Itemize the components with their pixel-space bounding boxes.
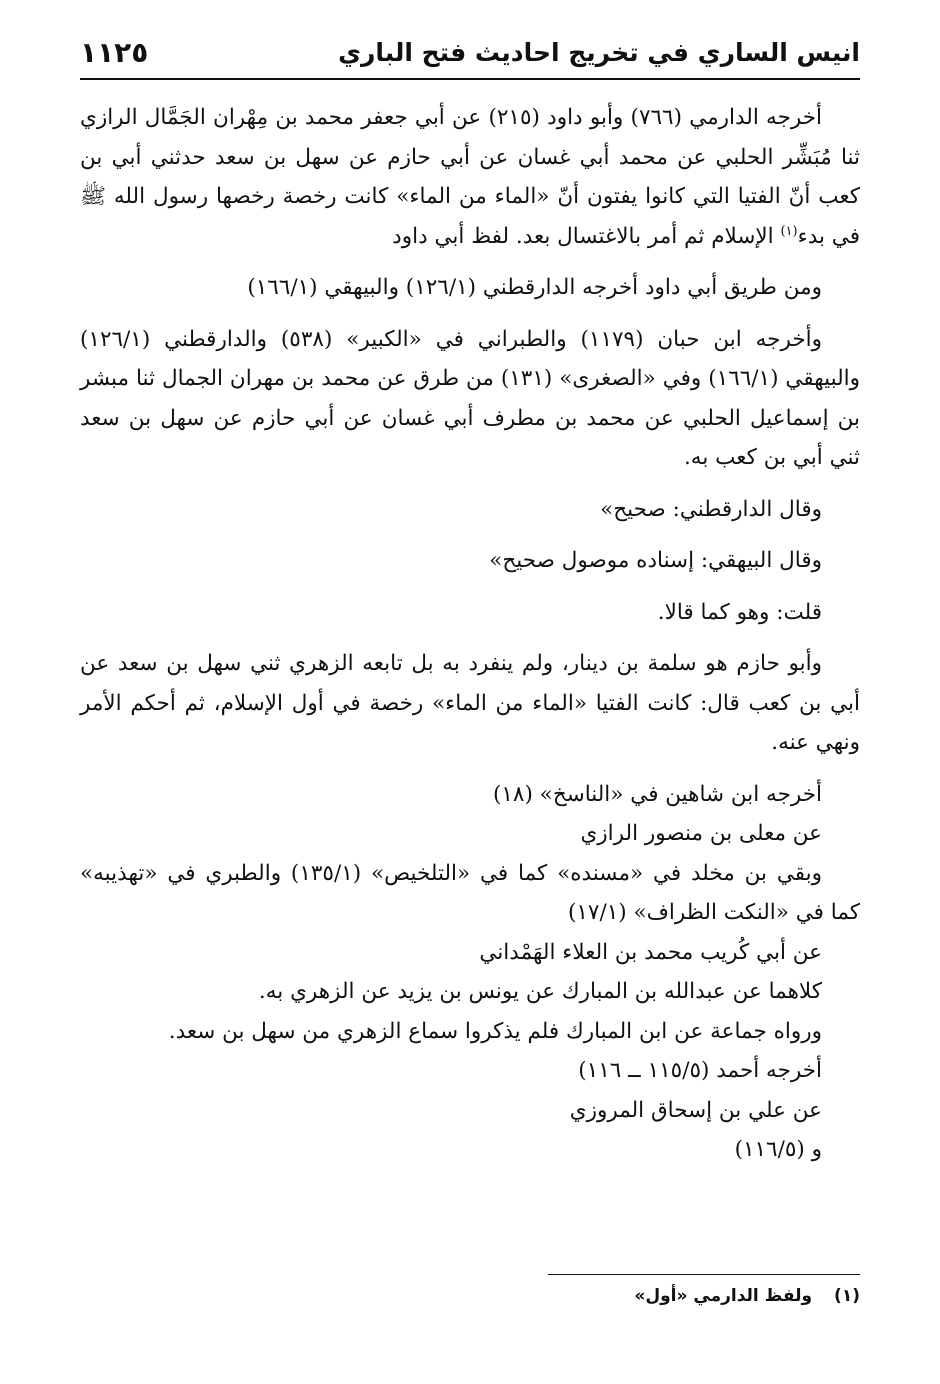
paragraph-1 (80, 98, 860, 256)
paragraph-6: قلت: وهو كما قالا. (657, 599, 822, 625)
paragraph-9: عن معلى بن منصور الرازي (580, 821, 822, 846)
page-number: ١١٢٥ (80, 36, 149, 69)
paragraph-11: عن أبي كُريب محمد بن العلاء الهَمْداني (479, 939, 822, 965)
paragraph-16: و (١١٦/٥) (734, 1137, 822, 1162)
footnote-separator (548, 1274, 860, 1275)
page-header (80, 36, 860, 80)
paragraph-4: وقال الدارقطني: صحيح» (600, 496, 822, 522)
paragraph-2-prefix: و (811, 275, 822, 300)
paragraph-14: أخرجه أحمد (١١٥/٥ ــ ١١٦) (578, 1058, 822, 1083)
footnote-number: (١) (834, 1286, 860, 1306)
page-body (80, 98, 860, 1170)
paragraph-5: وقال البيهقي: إسناده موصول صحيح» (489, 548, 822, 573)
footnote-reference: (١) (780, 223, 798, 239)
paragraph-7: وأبو حازم هو سلمة بن دينار، ولم ينفرد به بل تابعه الزهري ثني سهل بن سعد عن أبي بن كعب قال: كانت الفتيا «الماء من الماء» رخصة في أول الإسلام، ثم أحكم الأمر ونهي عنه. (80, 651, 860, 755)
paragraph-1-continuation: الإسلام ثم أمر بالاغتسال بعد. لفظ أبي داود (392, 223, 774, 249)
paragraph-8: أخرجه ابن شاهين في «الناسخ» (١٨) (492, 781, 822, 807)
paragraph-13: ورواه جماعة عن ابن المبارك فلم يذكروا سماع الزهري من سهل بن سعد. (168, 1018, 822, 1044)
paragraph-2-text: من طريق أبي داود أخرجه الدارقطني (١٢٦/١) والبيهقي (١٦٦/١) (247, 275, 812, 300)
paragraph-2 (80, 268, 860, 308)
footnote-text: ولفظ الدارمي «أول» (634, 1286, 813, 1306)
paragraph-1-text: أخرجه الدارمي (٧٦٦) وأبو داود (٢١٥) عن أبي جعفر محمد بن مِهْران الجَمَّال الرازي ثنا مُبَشِّر الحلبي عن محمد أبي غسان عن أبي حازم عن سهل بن سعد حدثني أبي بن كعب أنّ الفتيا التي كانوا يفتون أنّ «الماء من الماء» كانت رخصة رخصها رسول الله ﷺ في بدء (80, 105, 860, 249)
paragraph-3: وأخرجه ابن حبان (١١٧٩) والطبراني في «الكبير» (٥٣٨) والدارقطني (١٢٦/١) والبيهقي (١٦٦/١) وفي «الصغرى» (١٣١) من طرق عن محمد بن مهران الجمال ثنا مبشر بن إسماعيل الحلبي عن محمد بن مطرف أبي غسان عن أبي حازم عن سهل بن سعد ثني أبي بن كعب به. (80, 326, 861, 470)
paragraph-15: عن علي بن إسحاق المروزي (569, 1097, 822, 1123)
paragraph-10: وبقي بن مخلد في «مسنده» كما في «التلخيص» (١٣٥/١) والطبري في «تهذيبه» كما في «النكت الظراف» (١٧/١) (80, 860, 860, 925)
footnote (80, 1286, 860, 1306)
running-title: انيس الساري في تخريج احاديث فتح الباري (338, 38, 860, 67)
paragraph-12: كلاهما عن عبدالله بن المبارك عن يونس بن يزيد عن الزهري به. (258, 979, 822, 1004)
